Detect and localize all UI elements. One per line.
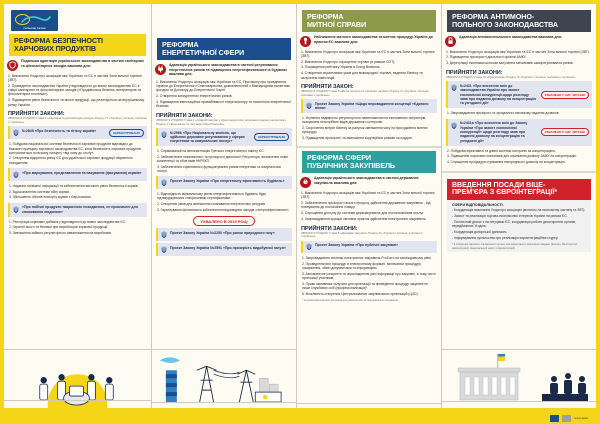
law-row[interactable] — [446, 81, 592, 108]
law-row[interactable] — [301, 99, 437, 113]
bullet-item: 1. Побудова національної системи безпечності харчових продуктів відповідно до базового принципу харчового законодавства ЄС, коли безпечність харчових продуктів контролюється по всьому ланцюгу «від лану до столу». — [9, 142, 141, 155]
svg-text:₴: ₴ — [302, 179, 309, 187]
law-row[interactable] — [446, 119, 592, 146]
adopt-title: ПРИЙНЯТИ ЗАКОН: — [301, 84, 354, 91]
adopt-subtitle: ЗВ'ЯЗОК З УГОДОЮ: Глава 10 «Конкуренція» Розділу IV «Торгівля і питання, пов'язані з торгівлею» — [446, 74, 576, 79]
law-bullets — [152, 191, 296, 215]
tryzub-icon — [306, 102, 312, 110]
vp-item: - Координація донорської допомоги. — [452, 229, 508, 234]
footer-caption: Інфографіка — [574, 416, 588, 420]
adopt-title: ПРИЙНЯТИ ЗАКОНИ: — [156, 113, 213, 120]
intro-procurement — [297, 173, 441, 190]
bullet-item: 4. Спрощення процедури отримання попереднього дозволу на концентрацію. — [447, 159, 566, 164]
point-item: 2. Приведення законодавства України у відповідність до вимог законодавства ЄС в сфері санітарних та фітосанітарних заходів («Продовольча безпека, ветеринарна та фітосанітарна політика»). — [8, 83, 141, 97]
law-bullets — [297, 255, 441, 299]
intro-antimonopoly — [442, 32, 596, 49]
law-bullets — [4, 141, 151, 168]
adopt-subtitle: ЗВ'ЯЗОК З УГОДОЮ: Глава 8 «Державні закупівлі» Розділу IV «Торгівля і питання, пов'язані з торгівлею» — [301, 230, 423, 239]
intro-text: Адаптація українського законодавства в частині регулювання енергетичних ринків та підвищення енергоефективності в будівлях важлива для: — [169, 63, 288, 77]
law-text: Проект Закону України №2250 «Про ринок природного газу» — [170, 230, 275, 235]
tryzub-icon — [451, 84, 457, 92]
law-row[interactable] — [156, 128, 292, 146]
law-text: «Про маркування, представлення та пакування (фасування) кормів» — [22, 170, 142, 175]
vp-item: - Захист та реалізація торгово-економічних інтересів України на ринках ЄС. — [452, 214, 568, 219]
point-item: 2. Підвищення прозорості діяльності органів АМКУ. — [446, 55, 527, 60]
intro-customs — [297, 32, 441, 49]
bullet-item: 3. Збільшення обсягів експорту кормів з Євросоюзом. — [9, 195, 92, 200]
bullet-item: 1. Спрямований на імплементацію Третього енергетичного пакету ЄС. — [157, 149, 265, 154]
law-bullets — [152, 148, 296, 176]
column-food-safety — [4, 4, 152, 408]
tryzub-icon — [161, 179, 167, 187]
law-bullets — [442, 110, 596, 119]
vp-item: - Інформування суспільства про реалізацію євроінтеграційного курсу. — [452, 235, 559, 240]
bullet-item: 3. Автоматичне розкриття та оприлюднення усієї інформації про закупівлі, в тому числі пропозиції учасників. — [302, 271, 436, 281]
vice-premier-list — [447, 208, 591, 243]
point-item: 1. Виконання Угоди про асоціацію між Україною та ЄС, Протоколу про приєднання України до Енергетичного Співтовариства, домовленостей з Міжнародним валютним фондом та Договору до Енергетичної Хартії. — [156, 79, 290, 93]
adopt-title: ПРИЙНЯТИ ЗАКОНИ: — [301, 225, 358, 232]
vice-premier-head: ВВЕДЕННЯ ПОСАДИ ВІЦЕ- ПРЕМ'ЄРА З ЄВРОІНТЕГРАЦІЇ* — [447, 179, 591, 201]
bullet-item: 3. Гарантування фінансового забезпечення відповідних заходів з енергоефективності. — [157, 207, 290, 212]
section-head-energy: РЕФОРМА ЕНЕРГЕТИЧНОЇ СФЕРИ — [157, 38, 291, 60]
status-badge: УХВАЛЕНО У I-МУ ЧИТАННІ — [541, 91, 590, 99]
bullet-item: 3. Підвищення порогових показників для отримання дозволу АМКУ на концентрацію. — [447, 154, 577, 159]
law-text: №2966 «Про Національну комісію, що здійснює державне регулювання у сферах енергетики та комунальних послуг» — [170, 130, 245, 144]
law-row[interactable] — [8, 126, 147, 139]
customs-icon — [300, 36, 311, 47]
point-item: 3. Спрощення доступу до системи держзакупівель для постачальників послуг. — [301, 211, 424, 216]
vice-premier-box — [447, 179, 591, 252]
bullet-item: 2. Побудова ефективної та дієвої системи контролю за концентрацією. — [447, 148, 556, 153]
law-text: Проект Закону України №2591 «Про прозорість видобувної галузі» — [170, 245, 286, 250]
plug-icon — [155, 64, 166, 75]
section-divider — [442, 171, 596, 173]
vice-premier-label: СФЕРИ ВІДПОВІДАЛЬНОСТІ: — [452, 203, 504, 208]
vice-premier-note: * в створення окремого спеціального органу для ефективного виконання завдань (агенція, Міністерство євроінтеграції, Національний центр з євроінтеграції). — [452, 243, 578, 250]
money-icon — [300, 177, 311, 188]
page-header — [4, 4, 151, 33]
bullet-item: 3. Забезпечення ефективного функціонування ринків енергетики та комунальних послуг. — [157, 164, 282, 173]
tryzub-icon — [161, 246, 167, 254]
intro-food-safety — [4, 56, 151, 73]
vp-item: - Політичний діалог з інституціями ЄС, координація роботи двосторонніх органів, передбачених Угодою. — [452, 219, 576, 229]
bullet-item: 1. Запровадження прозорого та зрозумілого механізму надання дозволів. — [447, 111, 560, 116]
bullet-item: 1. Надання належної інформації та забезпечення високого рівня безпечності кормів. — [9, 183, 139, 188]
law-text: Проект Закону України «Щодо впровадження концепції «Єдиного вікна» — [315, 101, 429, 111]
status-badge: ЗАРЕЄСТРОВАНО — [254, 133, 289, 141]
points-antimonopoly — [442, 49, 596, 69]
point-item: 3. Підвищення інвестиційної привабливості енергосектору та посилення енергетичної безпеки. — [156, 99, 291, 109]
law-row[interactable] — [8, 203, 147, 217]
point-item: 4. Запровадження кращих світових практик здійснення електронних закупівель. — [301, 216, 427, 221]
power-plant-illustration — [152, 349, 296, 408]
points-energy — [152, 79, 296, 112]
point-item: 4. Створення сприятливих умов для міжнародної торгівлі, ведення бізнесу та залучення інвестицій. — [301, 71, 423, 80]
law-bullets — [297, 115, 441, 143]
bullet-item: 2. Створення відкритого ринку ЄС для української харчової продукції тваринного походження. — [9, 156, 133, 165]
points-customs — [297, 49, 441, 84]
adopt-title: ПРИЙНЯТИ ЗАКОНИ: — [446, 69, 503, 76]
column-customs-procurement — [297, 4, 442, 408]
bullet-item: 1. Усунення надмірного регуляторного навантаження на економічних операторів, скасування непотрібних видів державного контролю. — [302, 116, 427, 125]
intro-text: Адаптація українського законодавства в частині державних закупівель важлива для: — [314, 176, 419, 185]
infographic-sheet — [4, 4, 596, 408]
point-item: 2. Виконання Угоди про спрощення торгівлі (в рамках СОТ). — [301, 59, 396, 64]
bullet-item: 2. Гарантії якості та безпеки при виробництві кормової продукції. — [9, 225, 109, 230]
law-text: №2431а «Про внесення змін до Закону України «Про захист економічної конкуренції» щодо розгляду заяв про надання дозволу на концентрацію та узгоджені дії» — [460, 121, 528, 143]
tryzub-icon — [451, 122, 457, 130]
law-text: Проект Закону України «Про публічні закупівлі» — [315, 243, 399, 248]
tryzub-icon — [13, 206, 19, 214]
shield-icon — [7, 60, 18, 71]
bullet-item: 1. Відповідність мінімальному рівню енергоефективності будівель буде підтверджуватися спеціальними сертифікатами. — [157, 192, 267, 201]
tryzub-icon — [161, 231, 167, 239]
intro-text: Наближення митного законодавства та митних процедур України до практик ЄС важливе для: — [314, 35, 433, 44]
bullet-item: 5. Можливість створення Централізованих закупівельних організацій (ЦЗО). — [302, 291, 419, 296]
law-row[interactable] — [8, 168, 147, 181]
logo-text: СИЛЬНІЩІ РАЗОМ — [23, 28, 46, 30]
adopted-2015-pill: УХВАЛЕНО В 2015 РОЦІ — [193, 216, 254, 226]
intro-energy — [152, 60, 296, 79]
section-divider — [297, 146, 441, 148]
status-badge: УХВАЛЕНО У I-МУ ЧИТАННІ — [541, 128, 590, 136]
footer-partner-logo-icon — [562, 415, 571, 422]
section-head-customs: РЕФОРМА МИТНОЇ СПРАВИ — [302, 10, 436, 32]
bullet-item: 2. Скорочення витрат бізнесу за рахунок зменшення часу на проходження митних процедур. — [302, 125, 428, 135]
section-head-antimonopoly: РЕФОРМА АНТИМОНО- ПОЛЬНОГО ЗАКОНОДАВСТВА — [447, 10, 591, 32]
bullet-item: 1. Запровадження системи електронних закупівель ProZorro на законодавчому рівні. — [302, 256, 432, 261]
bullet-item: 2. Проведення всіх процедур в електронному форматі, включаючи процедуру оскарження, обмін документами та інформацією. — [302, 262, 421, 271]
law-row[interactable] — [156, 243, 292, 256]
law-bullets — [4, 183, 151, 203]
bullet-item: 3. Зменшення зайвого регуляторного навантаження на виробників. — [9, 230, 112, 235]
point-item: 2. Забезпечення прозорості всього процесу здійснення державних закупівель - від планування до постачання товару. — [301, 201, 431, 210]
points-food-safety — [4, 73, 151, 111]
adopt-subtitle: ЗВ'ЯЗОК З УГОДОЮ: Глава 5 «Митні питання та сприяння торгівлі» Розділу IV «Торгівля і питання, пов'язані з торгівлею» — [301, 89, 430, 97]
point-item: 3. Дерегуляції економіки шляхом залучення механізмів саморегулювання ринків. — [446, 61, 574, 66]
intro-text: Адаптація антимонопольного законодавства важлива для: — [459, 35, 562, 40]
law-text: №2431 «Про внесення змін до законодавства України про захист економічної конкуренції щодо розгляду заяв про надання дозволу на концентрацію та узгоджені дії» — [460, 83, 537, 106]
adopt-subtitle: ЗВ'ЯЗОК З УГОДОЮ: Глава 1 «Співробітництво у сфері енергетики, включаючи ядерну енергетику» Розділу V «Економічне та галузеве співробітництво» — [156, 118, 286, 126]
tryzub-icon — [306, 243, 312, 251]
bullet-item: 2. Вдосконалення системи обігу кормів. — [9, 189, 70, 194]
section-head-food-safety: РЕФОРМА БЕЗПЕЧНОСТІ ХАРЧОВИХ ПРОДУКТІВ — [9, 34, 146, 56]
section-head-procurement: РЕФОРМА СФЕРИ ПУБЛІЧНИХ ЗАКУПІВЕЛЬ — [302, 151, 436, 173]
point-item: 3. Підвищення рівня безпечності та якості продукції, що реалізується на внутрішньому ринку України. — [8, 98, 145, 107]
bullet-item: 1. Реєстрація кормових добавок у відповідності до вимог законодавства ЄС. — [9, 219, 127, 224]
tryzub-icon — [161, 131, 167, 139]
law-row[interactable] — [301, 241, 437, 254]
point-item: 2. Створення конкурентних енергетичних ринків. — [156, 94, 233, 99]
point-item: 3. Покращення рейтингу України в Doing Business. — [301, 65, 381, 70]
points-procurement — [297, 190, 441, 225]
point-item: 1. Виконання Угоди про асоціацію між Україною та ЄС в частині Зони вільної торгівлі (ЗВТ). — [8, 73, 142, 82]
law-bullets — [4, 219, 151, 239]
government-illustration — [442, 349, 596, 408]
bullet-item: 4. Право замовника залучати для організації та проведення процедур закупівлі не лише службових осіб (професіоналізація)*. — [302, 281, 428, 290]
law-text: №2845 «Про безпечність та гігієну кормів» — [22, 128, 97, 133]
adopted-pill-wrap — [152, 215, 296, 228]
lock-icon — [445, 36, 456, 47]
column-antimonopoly — [442, 4, 596, 408]
law-bullets — [442, 148, 596, 168]
law-row[interactable] — [156, 176, 292, 189]
adopt-subtitle: ЗВ'ЯЗОК З УГОДОЮ: Глава 4 «Санітарні та фітосанітарні заходи» Розділу IV «Торгівля і питання, пов'язані з торгівлею» — [8, 116, 147, 124]
adopt-title: ПРИЙНЯТИ ЗАКОНИ: — [8, 111, 65, 118]
procurement-footnote: * за рішенням власного розпорядчого рішення або за передбачених положення — [302, 299, 398, 303]
bullet-item: 2. Забезпечення незалежності та прозорості діяльності Регулятора, визначення нової компетенції та обов'язків НКРЕКП. — [157, 154, 289, 164]
law-text: Проект Закону України «Про енергетичну ефективність будівель» — [170, 178, 285, 183]
food-lab-illustration — [4, 349, 151, 408]
status-badge: ЗАРЕЄСТРОВАНО — [109, 129, 144, 137]
footer-strip — [4, 412, 596, 424]
tryzub-icon — [13, 171, 19, 179]
intro-text: Подальша адаптація українського законодавства в частині санітарних та фітосанітарних заходів важлива для: — [21, 59, 144, 68]
point-item: 1. Виконання Угоди про асоціацію між Україною та ЄС в частині Зони вільної торгівлі (ЗВТ). — [446, 49, 590, 54]
bullet-item: 2. Створення умов для зменшення споживання енергетичних ресурсів. — [157, 202, 266, 207]
point-item: 1. Виконання Угоди про асоціацію між Україною та ЄС в частині Зони вільної торгівлі (ЗВТ). — [301, 49, 435, 58]
point-item: 1. Виконання Угоди про асоціацію між Україною та ЄС в частині Зони вільної торгівлі (ЗВТ). — [301, 190, 435, 200]
tryzub-icon — [13, 129, 19, 137]
footer-logo-icon — [550, 415, 559, 422]
bullet-item: 3. Підвищення прозорості та зменшення корупційних ризиків на кордоні. — [302, 135, 413, 140]
law-row[interactable] — [156, 228, 292, 241]
swoosh-icon — [21, 14, 51, 25]
vp-item: - Координація виконання Угоди про асоціацію (включно на економічну частину та ЗВТ). — [452, 208, 586, 213]
law-text: «Про побічні продукти тваринного походження, не призначені для споживання людиною» — [22, 205, 138, 214]
party-logo — [11, 10, 58, 31]
column-energy — [152, 4, 297, 408]
